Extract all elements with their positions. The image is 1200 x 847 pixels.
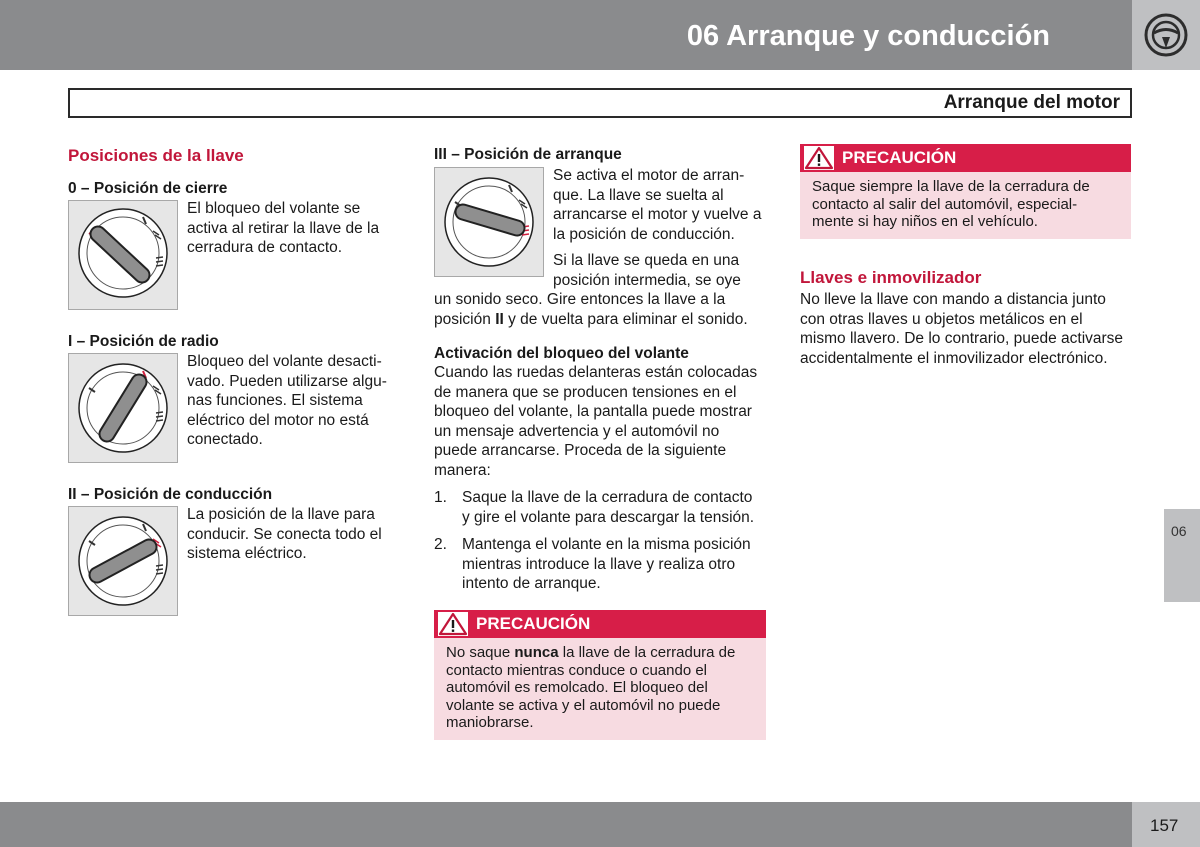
ignition-illustration-pos2	[68, 506, 178, 616]
text-line: Bloqueo del volante desacti-	[187, 353, 382, 370]
text-line: accidentalmente el inmovilizador electrónico.	[800, 349, 1108, 367]
warning-icon-box	[804, 146, 834, 170]
text-line: un sonido seco. Gire entonces la llave a la	[434, 291, 726, 308]
header-bar	[0, 0, 1132, 70]
section-title-box	[68, 88, 1132, 118]
text-line: mismo llavero. De lo contrario, puede activarse	[800, 330, 1124, 347]
text-line: contacto mientras conduce o cuando el	[446, 661, 707, 679]
section-title: Arranque del motor	[943, 92, 1120, 113]
text-line: sistema eléctrico.	[187, 545, 307, 562]
warning-body	[434, 638, 766, 740]
text-line: bloqueo del volante, la pantalla puede mostrar	[434, 403, 752, 420]
text-line: maniobrarse.	[446, 714, 534, 731]
pos3-title: III – Posición de arranque	[434, 146, 622, 163]
text-line: Saque la llave de la cerradura de contacto	[462, 489, 753, 506]
pos0-title: 0 – Posición de cierre	[68, 180, 228, 197]
ignition-illustration-pos3	[434, 167, 544, 277]
pos3-text-continued	[434, 290, 748, 329]
chapter-side-tab	[1164, 509, 1200, 602]
text-line: y gire el volante para descargar la tensión.	[462, 508, 755, 526]
page-number: 157	[1150, 816, 1179, 835]
chapter-icon-box	[1132, 0, 1200, 70]
side-tab-label: 06	[1171, 523, 1187, 539]
warning-triangle-icon	[438, 612, 468, 636]
text-line: vado. Pueden utilizarse algu-	[187, 372, 387, 390]
text-line: El bloqueo del volante se	[187, 200, 361, 217]
text-line: No lleve la llave con mando a distancia junto	[800, 291, 1106, 308]
keys-immobilizer-heading: Llaves e inmovilizador	[800, 268, 982, 287]
pos0-text	[187, 199, 379, 258]
text-line: Mantenga el volante en la misma posición	[462, 536, 751, 553]
text-line: cerradura de contacto.	[187, 239, 343, 256]
text-line: eléctrico del motor no está	[187, 411, 369, 429]
pos2-title: II – Posición de conducción	[68, 486, 273, 503]
steering-wheel-icon	[1132, 0, 1200, 70]
key-positions-heading: Posiciones de la llave	[68, 146, 244, 165]
step-text	[462, 488, 754, 527]
step-text	[462, 535, 751, 594]
text-line: la posición de conducción.	[553, 225, 735, 243]
steering-lock-heading: Activación del bloqueo del volante	[434, 345, 689, 362]
text-line: manera:	[434, 461, 491, 479]
text-line: activa al retirar la llave de la	[187, 219, 380, 237]
pos1-title: I – Posición de radio	[68, 333, 219, 350]
warning-body	[800, 172, 1131, 239]
pos1-text	[187, 352, 387, 450]
text-line: contacto al salir del automóvil, especial-	[812, 195, 1078, 213]
steering-lock-text	[434, 363, 757, 480]
pos2-text	[187, 505, 382, 564]
ignition-illustration-pos0	[68, 200, 178, 310]
text-line: conducir. Se conecta todo el	[187, 525, 382, 543]
step-number: 2.	[434, 536, 447, 553]
text-line: intento de arranque.	[462, 575, 601, 592]
warning-icon-box	[438, 612, 468, 636]
warning-label: PRECAUCIÓN	[842, 148, 957, 167]
text-line: mientras introduce la llave y realiza otro	[462, 555, 736, 573]
ignition-illustration-pos1	[68, 353, 178, 463]
text-line: No saque nunca la llave de la cerradura de	[446, 644, 736, 661]
warning-header	[800, 144, 1131, 172]
text-line: un mensaje advertencia y el automóvil no	[434, 422, 720, 440]
text-line: puede arrancarse. Proceda de la siguiente	[434, 442, 727, 459]
text-line: con otras llaves u objetos metálicos en el	[800, 310, 1083, 328]
text-line: Saque siempre la llave de la cerradura de	[812, 178, 1090, 195]
text-line: nas funciones. El sistema	[187, 392, 363, 409]
warning-label: PRECAUCIÓN	[476, 614, 591, 633]
text-line: posición II y de vuelta para eliminar el sonido.	[434, 310, 748, 328]
text-line: Se activa el motor de arran-	[553, 167, 745, 184]
text-line: arrancarse el motor y vuelve a	[553, 206, 762, 223]
keys-immobilizer-text	[800, 290, 1123, 368]
text-line: mente si hay niños en el vehículo.	[812, 213, 1038, 230]
warning-triangle-icon	[804, 146, 834, 170]
text-line: de manera que se producen tensiones en el	[434, 383, 737, 401]
text-line: Cuando las ruedas delanteras están colocadas	[434, 364, 758, 381]
text-line: Si la llave se queda en una	[553, 252, 740, 269]
text-line: posición intermedia, se oye	[553, 271, 741, 289]
text-line: volante se activa y el automóvil no puede	[446, 696, 721, 714]
step-number: 1.	[434, 489, 447, 506]
chapter-title: 06 Arranque y conducción	[686, 20, 1050, 52]
text-line: conectado.	[187, 431, 263, 448]
footer-bar	[0, 802, 1132, 847]
warning-header	[434, 610, 766, 638]
text-line: que. La llave se suelta al	[553, 186, 724, 204]
pos3-text	[553, 166, 761, 290]
text-line: automóvil es remolcado. El bloqueo del	[446, 679, 708, 696]
text-line: La posición de la llave para	[187, 506, 375, 523]
